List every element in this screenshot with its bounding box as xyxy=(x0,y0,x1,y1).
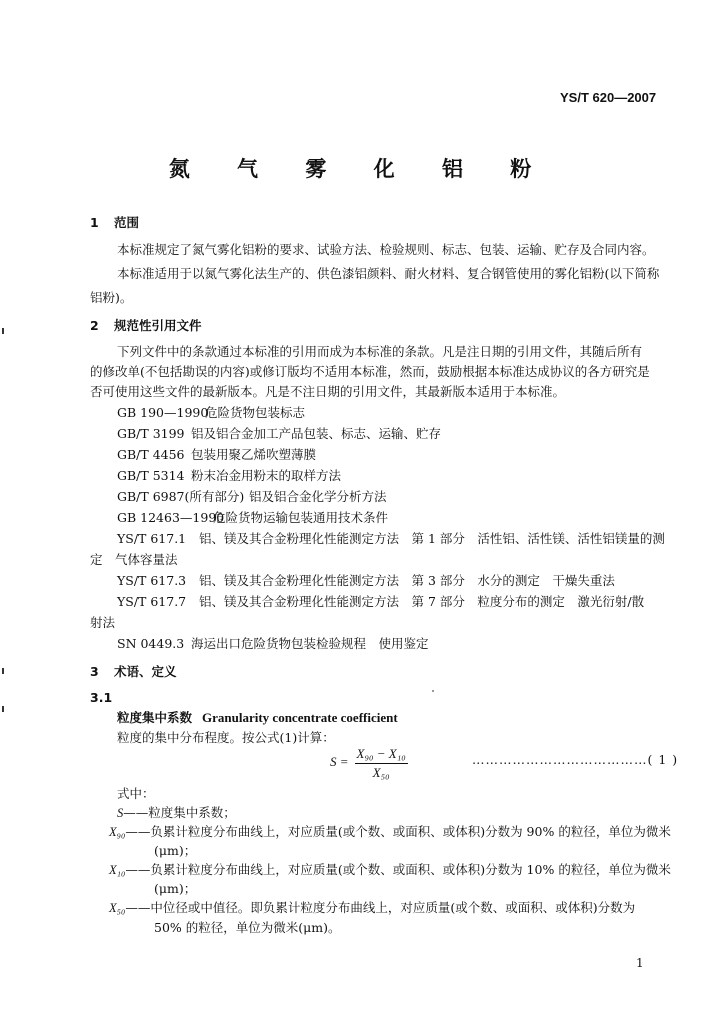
reference-item xyxy=(117,405,305,420)
symbol-label: S xyxy=(117,806,124,820)
section-title: 术语、定义 xyxy=(114,664,177,679)
section-title: 范围 xyxy=(114,215,140,230)
section-number: 3 xyxy=(90,664,99,679)
scope-paragraph-2-line-1: 本标准适用于以氮气雾化法生产的、供色漆铝颜料、耐火材料、复合钢管使用的雾化铝粉(以下简称 xyxy=(117,266,660,281)
term-definition: 粒度的集中分布程度。按公式(1)计算： xyxy=(117,730,335,745)
normative-intro-line-2: 的修改单(不包括勘误的内容)或修订版均不适用本标准，然而，鼓励根据本标准达成协议的各方研究是 xyxy=(90,364,650,379)
reference-code: SN 0449.3 xyxy=(117,636,185,651)
symbol-text: ——中位径或中值径。即负累计粒度分布曲线上，对应质量(或个数、或面积、或体积)分数为 xyxy=(125,900,636,915)
reference-title: 危险货物包装标志 xyxy=(205,405,306,420)
symbol-definition xyxy=(109,862,671,878)
formula-fraction xyxy=(355,746,408,780)
reference-title: 铝、镁及其合金粉理化性能测定方法 第 3 部分 水分的测定 干燥失重法 xyxy=(199,573,615,588)
section-2-heading xyxy=(90,318,202,333)
reference-code: YS/T 617.7 xyxy=(117,594,187,609)
formula-leader xyxy=(472,752,678,767)
reference-title: 铝、镁及其合金粉理化性能测定方法 第 7 部分 粒度分布的测定 激光衍射/散 xyxy=(199,594,645,609)
scan-speck xyxy=(432,690,434,692)
symbol-label: X₅₀ xyxy=(109,901,126,915)
formula-number: ( 1 ) xyxy=(647,752,679,767)
symbol-continuation: (μm)； xyxy=(154,881,197,896)
reference-code: GB 12463—1990 xyxy=(117,510,225,525)
symbol-continuation: (μm)； xyxy=(154,843,197,858)
symbol-text: ——负累计粒度分布曲线上，对应质量(或个数、或面积、或体积)分数为 90% 的粒径，单位为微米 xyxy=(125,824,671,839)
reference-item xyxy=(117,489,387,504)
reference-code: GB/T 5314 xyxy=(117,468,185,483)
symbol-definition xyxy=(109,824,671,840)
reference-continuation: 定 气体容量法 xyxy=(90,552,178,567)
formula-1 xyxy=(330,746,408,780)
reference-code: GB/T 6987(所有部分) xyxy=(117,489,245,504)
reference-code: GB 190—1990 xyxy=(117,405,209,420)
reference-title: 包装用聚乙烯吹塑薄膜 xyxy=(191,447,317,462)
formula-numerator: X₉₀ − X₁₀ xyxy=(355,746,408,764)
reference-code: YS/T 617.1 xyxy=(117,531,187,546)
reference-item xyxy=(117,594,644,609)
reference-item xyxy=(117,468,341,483)
formula-denominator: X₅₀ xyxy=(372,764,390,780)
reference-code: YS/T 617.3 xyxy=(117,573,187,588)
term-entry xyxy=(117,710,398,726)
scan-margin-mark xyxy=(2,706,4,712)
reference-title: 粉末冶金用粉末的取样方法 xyxy=(191,468,342,483)
reference-item xyxy=(117,636,429,651)
symbol-continuation: 50% 的粒径，单位为微米(μm)。 xyxy=(154,920,341,935)
reference-item xyxy=(117,531,665,546)
normative-intro-line-1: 下列文件中的条款通过本标准的引用而成为本标准的条款。凡是注日期的引用文件，其随后所有 xyxy=(117,344,643,359)
reference-code: GB/T 3199 xyxy=(117,426,185,441)
reference-continuation: 射法 xyxy=(90,615,116,630)
scan-margin-mark xyxy=(2,328,4,334)
reference-title: 铝、镁及其合金粉理化性能测定方法 第 1 部分 活性铝、活性镁、活性铝镁量的测 xyxy=(199,531,665,546)
symbol-label: X₁₀ xyxy=(109,863,126,877)
symbol-text: ——粒度集中系数； xyxy=(123,805,236,820)
reference-item xyxy=(117,573,615,588)
normative-intro-line-3: 否可使用这些文件的最新版本。凡是不注日期的引用文件，其最新版本适用于本标准。 xyxy=(90,384,566,399)
formula-lhs: S = xyxy=(330,754,349,770)
scan-margin-mark xyxy=(2,668,4,674)
reference-item xyxy=(117,447,316,462)
formula-dots: ………………………………… xyxy=(472,752,648,767)
document-number: YS/T 620—2007 xyxy=(560,90,657,105)
reference-item xyxy=(117,510,388,525)
symbol-text: ——负累计粒度分布曲线上，对应质量(或个数、或面积、或体积)分数为 10% 的粒径，单位为微米 xyxy=(125,862,671,877)
reference-title: 铝及铝合金化学分析方法 xyxy=(249,489,387,504)
reference-title: 危险货物运输包装通用技术条件 xyxy=(213,510,389,525)
symbol-label: X₉₀ xyxy=(109,825,126,839)
symbol-definition xyxy=(117,805,236,821)
where-label: 式中： xyxy=(117,786,155,801)
section-3-heading xyxy=(90,664,177,679)
term-chinese: 粒度集中系数 xyxy=(117,710,193,725)
section-1-heading xyxy=(90,215,139,230)
reference-code: GB/T 4456 xyxy=(117,447,185,462)
section-title: 规范性引用文件 xyxy=(114,318,202,333)
subsection-number: 3.1 xyxy=(90,690,113,705)
reference-title: 海运出口危险货物包装检验规程 使用鉴定 xyxy=(191,636,429,651)
section-number: 1 xyxy=(90,215,99,230)
section-number: 2 xyxy=(90,318,99,333)
page-title: 氮 气 雾 化 铝 粉 xyxy=(168,156,552,181)
symbol-definition xyxy=(109,900,635,916)
page-number: 1 xyxy=(636,956,644,970)
scope-paragraph-2-line-2: 铝粉)。 xyxy=(90,290,133,305)
scope-paragraph-1: 本标准规定了氮气雾化铝粉的要求、试验方法、检验规则、标志、包装、运输、贮存及合同内容。 xyxy=(117,242,655,257)
reference-item xyxy=(117,426,441,441)
term-english: Granularity concentrate coefficient xyxy=(202,710,398,725)
reference-title: 铝及铝合金加工产品包装、标志、运输、贮存 xyxy=(191,426,442,441)
